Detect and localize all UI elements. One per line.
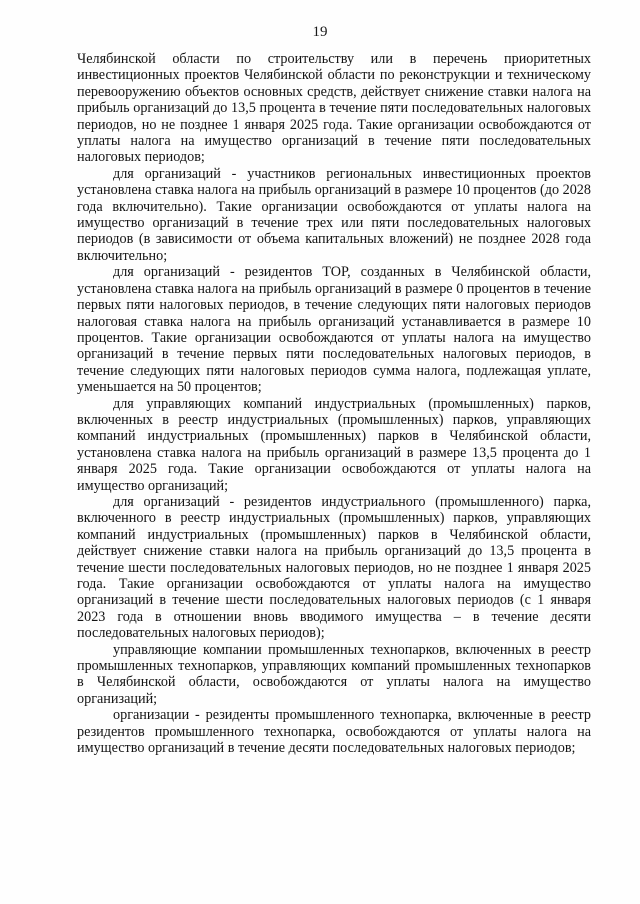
paragraph-continuation: Челябинской области по строительству или в перечень приоритетных инвестиционных проектов Челябинской области по реконструкции и техническому перевооружению объектов основных средств, действует снижение ставки налога на прибыль организаций до 13,5 процента в течение пяти последовательных налоговых периодов, но не позднее 1 января 2025 года. Такие организации освобождаются от уплаты налога на имущество организаций в течение пяти последовательных налоговых периодов;	[77, 51, 591, 166]
paragraph-technopark-managers: управляющие компании промышленных технопарков, включенных в реестр промышленных технопарков, управляющих компаний промышленных технопарков в Челябинской области, освобождаются от уплаты налога на имущество организаций;	[77, 641, 591, 707]
paragraph-technopark-residents: организации - резиденты промышленного технопарка, включенные в реестр резидентов промышленного технопарка, освобождаются от уплаты налога на имущество организаций в течение десяти последовательных налоговых периодов;	[77, 707, 591, 757]
document-body	[77, 51, 591, 756]
paragraph-tor-residents: для организаций - резидентов ТОР, созданных в Челябинской области, установлена ставка налога на прибыль организаций в размере 0 процентов в течение первых пяти налоговых периодов, в течение следующих пяти налоговых периодов налоговая ставка налога на прибыль организаций устанавливается в размере 10 процентов. Такие организации освобождаются от уплаты налога на имущество организаций в течение первых пяти последовательных налоговых периодов, в течение следующих пяти налоговых периодов сумма налога, подлежащая уплате, уменьшается на 50 процентов;	[77, 264, 591, 396]
page-number: 19	[312, 24, 328, 40]
paragraph-investment-projects: для организаций - участников региональных инвестиционных проектов установлена ставка налога на прибыль организаций в размере 10 процентов (до 2028 года включительно). Такие организации освобождаются от уплаты налога на имущество организаций в течение трех или пяти последовательных налоговых периодов (в зависимости от объема капитальных вложений) не позднее 2028 года включительно;	[77, 165, 591, 264]
paragraph-industrial-park-managers: для управляющих компаний индустриальных (промышленных) парков, включенных в реестр индустриальных (промышленных) парков, управляющих компаний индустриальных (промышленных) парков в Челябинской области, установлена ставка налога на прибыль организаций в размере 13,5 процента до 1 января 2025 года. Такие организации освобождаются от уплаты налога на имущество организаций;	[77, 395, 591, 494]
paragraph-industrial-park-residents: для организаций - резидентов индустриального (промышленного) парка, включенного в реестр индустриальных (промышленных) парков, управляющих компаний индустриальных (промышленных) парков в Челябинской области, действует снижение ставки налога на прибыль организаций до 13,5 процента в течение шести последовательных налоговых периодов, но не позднее 1 января 2025 года. Такие организации освобождаются от уплаты налога на имущество организаций в течение шести последовательных налоговых периодов (с 1 января 2023 года в отношении вновь вводимого имущества – в течение десяти последовательных налоговых периодов);	[77, 493, 591, 642]
